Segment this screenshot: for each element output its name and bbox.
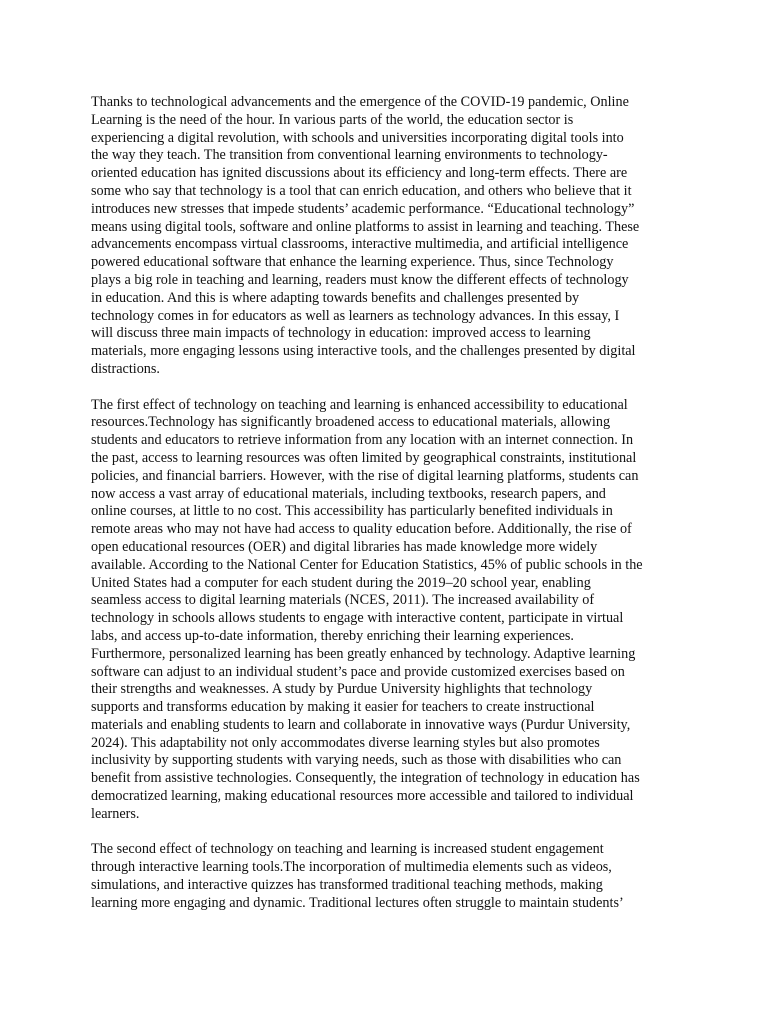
paragraph-introduction: Thanks to technological advancements and the emergence of the COVID-19 pandemic, Online Learning is the need of the hour. In various parts of the world, the education sector is experiencing a digital revolution, with schools and universities incorporating digital tools into the way they teach. The transition from conventional learning environments to technology- oriented education has ignited discussions about its efficiency and long-term effects. There are some who say that technology is a tool that can enrich education, and others who believe that it introduces new stresses that impede students’ academic performance. “Educational technology” means using digital tools, software and online platforms to assist in learning and teaching. These advancements encompass virtual classrooms, interactive multimedia, and artificial intelligence powered educational software that enhance the learning experience. Thus, since Technology plays a big role in teaching and learning, readers must know the different effects of technology in education. And this is where adapting towards benefits and challenges presented by technology comes in for educators as well as learners as technology advances. In this essay, I will discuss three main impacts of technology in education: improved access to learning materials, more engaging lessons using interactive tools, and the challenges presented by digital distractions. [91,94,640,377]
paragraph-engagement: The second effect of technology on teaching and learning is increased student engagement through interactive learning tools.The incorporation of multimedia elements such as videos, simulations, and interactive quizzes has transformed traditional teaching methods, making learning more engaging and dynamic. Traditional lectures often struggle to maintain students’ [91,841,624,911]
paragraph-accessibility: The first effect of technology on teaching and learning is enhanced accessibility to educational resources.Technology has significantly broadened access to educational materials, allowing students and educators to retrieve information from any location with an internet connection. In the past, access to learning resources was often limited by geographical constraints, institutional policies, and financial barriers. However, with the rise of digital learning platforms, students can now access a vast array of educational materials, including textbooks, research papers, and online courses, at little to no cost. This accessibility has particularly benefited individuals in remote areas who may not have had access to quality education before. Additionally, the rise of open educational resources (OER) and digital libraries has made knowledge more widely available. According to the National Center for Education Statistics, 45% of public schools in the United States had a computer for each student during the 2019–20 school year, enabling seamless access to digital learning materials (NCES, 2011). The increased availability of technology in schools allows students to engage with interactive content, participate in virtual labs, and access up-to-date information, thereby enriching their learning experiences. Furthermore, personalized learning has been greatly enhanced by technology. Adaptive learning software can adjust to an individual student’s pace and provide customized exercises based on their strengths and weaknesses. A study by Purdue University highlights that technology supports and transforms education by making it easier for teachers to create instructional materials and enabling students to learn and collaborate in innovative ways (Purdur University, 2024). This adaptability not only accommodates diverse learning styles but also promotes inclusivity by supporting students with varying needs, such as those with disabilities who can benefit from assistive technologies. Consequently, the integration of technology in education has democratized learning, making educational resources more accessible and tailored to individual learners. [91,396,643,822]
essay-body [91,94,685,930]
